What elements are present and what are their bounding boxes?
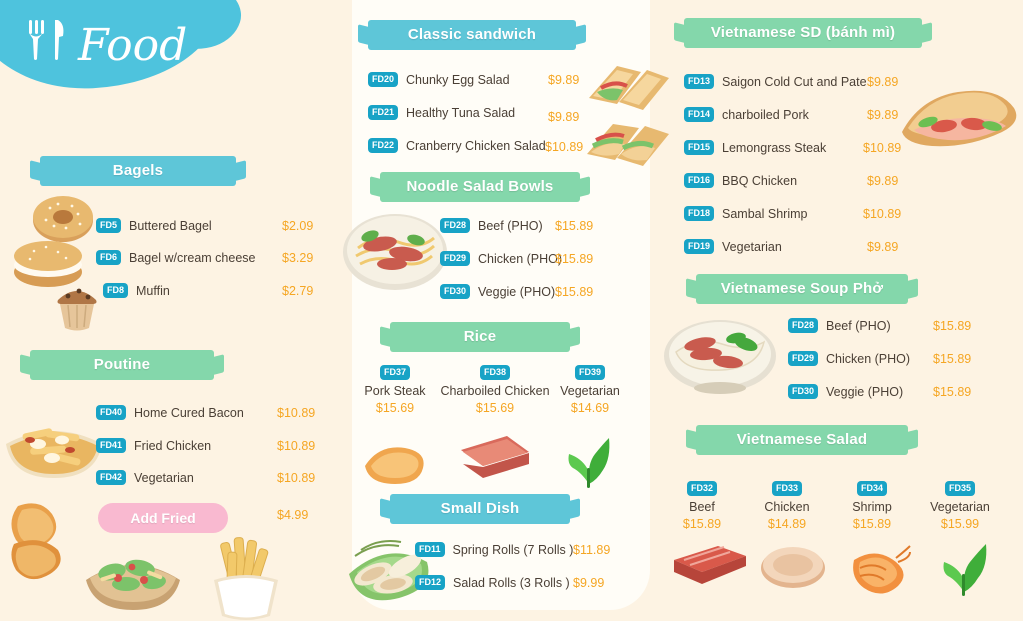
menu-item-fd42[interactable]: [96, 470, 194, 485]
item-name: Vegetarian: [560, 384, 620, 398]
item-price: $10.89: [277, 471, 316, 485]
item-name: Vegetarian: [722, 239, 782, 254]
item-name: Fried Chicken: [134, 438, 212, 453]
muffin-icon: [46, 272, 108, 334]
menu-item-fd20[interactable]: [368, 72, 510, 87]
salad-bowl-icon: [78, 534, 188, 616]
item-name: Sambal Shrimp: [722, 206, 808, 221]
item-price: $9.99: [573, 576, 605, 590]
item-price: $10.89: [545, 140, 584, 154]
item-name: Veggie (PHO): [826, 384, 904, 399]
poutine-icon: [0, 400, 108, 484]
menu-item-fd16[interactable]: [684, 173, 797, 188]
brand-name: Food: [78, 20, 188, 71]
noodle-bowl-icon: [340, 196, 450, 298]
menu-item-fd33[interactable]: [740, 478, 834, 531]
item-code: FD13: [684, 74, 714, 89]
item-price: $2.09: [282, 219, 314, 233]
shrimp-icon: [842, 542, 912, 596]
item-name: Beef (PHO): [826, 318, 891, 333]
fries-icon: [198, 536, 294, 620]
item-name: Chicken (PHO): [478, 251, 563, 266]
item-price: $15.89: [555, 219, 594, 233]
section-header-poutine: Poutine: [30, 350, 214, 380]
item-price: $9.89: [867, 240, 899, 254]
item-code: FD28: [440, 218, 470, 233]
menu-item-pho-fd29[interactable]: [788, 351, 910, 366]
menu-item-fd32[interactable]: [655, 478, 749, 531]
bagel-icon: [30, 192, 96, 244]
item-code: FD39: [575, 365, 605, 380]
menu-item-fd21[interactable]: [368, 105, 515, 120]
item-code: FD5: [96, 218, 121, 233]
menu-item-fd12[interactable]: [415, 575, 570, 590]
pork-steak-icon: [357, 440, 429, 486]
menu-item-fd39[interactable]: [535, 362, 645, 415]
item-name: Chicken (PHO): [826, 351, 911, 366]
menu-item-noodle-fd29[interactable]: [440, 251, 562, 266]
item-code: FD14: [684, 107, 714, 122]
menu-item-fd8[interactable]: [103, 283, 170, 298]
item-code: FD29: [788, 351, 818, 366]
item-name: Spring Rolls (7 Rolls ): [452, 542, 574, 557]
item-price: $11.89: [573, 543, 611, 557]
menu-item-fd5[interactable]: [96, 218, 212, 233]
item-price: $14.69: [570, 401, 610, 415]
item-code: FD33: [772, 481, 802, 496]
menu-item-fd40[interactable]: [96, 405, 244, 420]
item-price: $15.69: [475, 401, 515, 415]
item-name: charboiled Pork: [722, 107, 809, 122]
item-code: FD11: [415, 542, 445, 557]
item-name: Healthy Tuna Salad: [406, 105, 516, 120]
item-code: FD38: [480, 365, 510, 380]
item-code: FD28: [788, 318, 818, 333]
item-name: Vegetarian: [134, 470, 194, 485]
item-name: Saigon Cold Cut and Pate: [722, 74, 867, 89]
item-price: $10.89: [863, 207, 902, 221]
item-name: Shrimp: [852, 500, 892, 514]
item-price: $9.89: [548, 73, 580, 87]
item-name: Cranberry Chicken Salad: [406, 138, 546, 153]
item-name: Lemongrass Steak: [722, 140, 827, 155]
item-price: $2.79: [282, 284, 314, 298]
section-header-classic-sandwich: Classic sandwich: [368, 20, 576, 50]
charboiled-chicken-icon: [453, 430, 537, 488]
item-name: Veggie (PHO): [478, 284, 556, 299]
item-code: FD18: [684, 206, 714, 221]
item-code: FD42: [96, 470, 126, 485]
middle-column: [345, 0, 655, 621]
item-code: FD41: [96, 438, 126, 453]
menu-item-pho-fd30[interactable]: [788, 384, 903, 399]
menu-item-fd19[interactable]: [684, 239, 782, 254]
item-name: Beef: [689, 500, 715, 514]
item-name: Pork Steak: [364, 384, 426, 398]
item-code: FD40: [96, 405, 126, 420]
item-price: $15.89: [682, 517, 722, 531]
item-price: $9.89: [867, 174, 899, 188]
fork-knife-icon: [20, 14, 72, 66]
sandwich-icon: [583, 58, 669, 116]
item-code: FD15: [684, 140, 714, 155]
item-name: Home Cured Bacon: [134, 405, 244, 420]
item-code: FD12: [415, 575, 445, 590]
right-column: [660, 0, 1023, 621]
item-code: FD16: [684, 173, 714, 188]
banh-mi-icon: [892, 74, 1022, 164]
item-price: $3.29: [282, 251, 314, 265]
menu-item-noodle-fd30[interactable]: [440, 284, 555, 299]
menu-item-fd14[interactable]: [684, 107, 809, 122]
item-code: FD30: [788, 384, 818, 399]
item-price: $9.89: [867, 108, 899, 122]
section-header-vietnamese-salad: Vietnamese Salad: [696, 425, 908, 455]
item-code: FD37: [380, 365, 410, 380]
item-price: $15.89: [555, 285, 594, 299]
item-price: $15.99: [940, 517, 980, 531]
item-code: FD20: [368, 72, 398, 87]
menu-item-fd6[interactable]: [96, 250, 255, 265]
item-price: $14.89: [767, 517, 807, 531]
beef-slices-icon: [670, 540, 748, 590]
menu-item-fd34[interactable]: [825, 478, 919, 531]
menu-item-fd11[interactable]: [415, 542, 573, 557]
item-name: Muffin: [136, 283, 170, 298]
item-code: FD8: [103, 283, 128, 298]
item-price: $15.89: [555, 252, 594, 266]
item-code: FD35: [945, 481, 975, 496]
spring-rolls-icon: [335, 516, 439, 616]
menu-item-fd38[interactable]: [440, 362, 550, 415]
section-header-rice: Rice: [390, 322, 570, 352]
item-price: $10.89: [863, 141, 902, 155]
item-code: FD29: [440, 251, 470, 266]
left-column: [0, 0, 345, 621]
item-name: Charboiled Chicken: [440, 384, 550, 398]
item-price: $9.89: [548, 110, 580, 124]
item-code: FD34: [857, 481, 887, 496]
menu-item-fd15[interactable]: [684, 140, 826, 155]
menu-item-fd22[interactable]: [368, 138, 546, 153]
menu-item-fd35[interactable]: [910, 478, 1010, 531]
item-price: $15.89: [933, 385, 972, 399]
item-name: BBQ Chicken: [722, 173, 798, 188]
item-name: Chicken: [764, 500, 810, 514]
item-name: Salad Rolls (3 Rolls ): [453, 575, 570, 590]
section-header-vietnamese-sd: Vietnamese SD (bánh mì): [684, 18, 922, 48]
item-code: FD19: [684, 239, 714, 254]
item-price: $9.89: [867, 75, 899, 89]
fried-chicken-icon: [4, 494, 80, 580]
item-name: Beef (PHO): [478, 218, 543, 233]
add-fried-button[interactable]: Add Fried: [98, 503, 228, 533]
item-code: FD30: [440, 284, 470, 299]
item-name: Vegetarian: [930, 500, 990, 514]
menu-item-fd13[interactable]: [684, 74, 867, 89]
section-header-bagels: Bagels: [40, 156, 236, 186]
item-name: Bagel w/cream cheese: [129, 250, 256, 265]
section-header-small-dish: Small Dish: [390, 494, 570, 524]
item-name: Buttered Bagel: [129, 218, 212, 233]
veg-leaf-icon: [940, 538, 988, 596]
item-code: FD22: [368, 138, 398, 153]
item-price: $10.89: [277, 406, 316, 420]
item-code: FD6: [96, 250, 121, 265]
item-price: $15.89: [933, 352, 972, 366]
item-code: FD32: [687, 481, 717, 496]
item-price: $15.69: [375, 401, 415, 415]
leaf-icon: [567, 432, 611, 488]
menu-item-fd41[interactable]: [96, 438, 211, 453]
menu-item-fd37[interactable]: [340, 362, 450, 415]
item-name: Chunky Egg Salad: [406, 72, 510, 87]
item-code: FD21: [368, 105, 398, 120]
menu-item-pho-fd28[interactable]: [788, 318, 891, 333]
pho-bowl-icon: [660, 300, 780, 400]
add-fried-price: $4.99: [277, 508, 309, 522]
item-price: $10.89: [277, 439, 316, 453]
item-price: $15.89: [933, 319, 972, 333]
section-header-vietnamese-soup-pho: Vietnamese Soup Phở: [696, 274, 908, 304]
chicken-slices-icon: [758, 542, 828, 592]
menu-item-fd18[interactable]: [684, 206, 807, 221]
item-price: $15.89: [852, 517, 892, 531]
menu-item-noodle-fd28[interactable]: [440, 218, 543, 233]
section-header-noodle-salad-bowls: Noodle Salad Bowls: [380, 172, 580, 202]
